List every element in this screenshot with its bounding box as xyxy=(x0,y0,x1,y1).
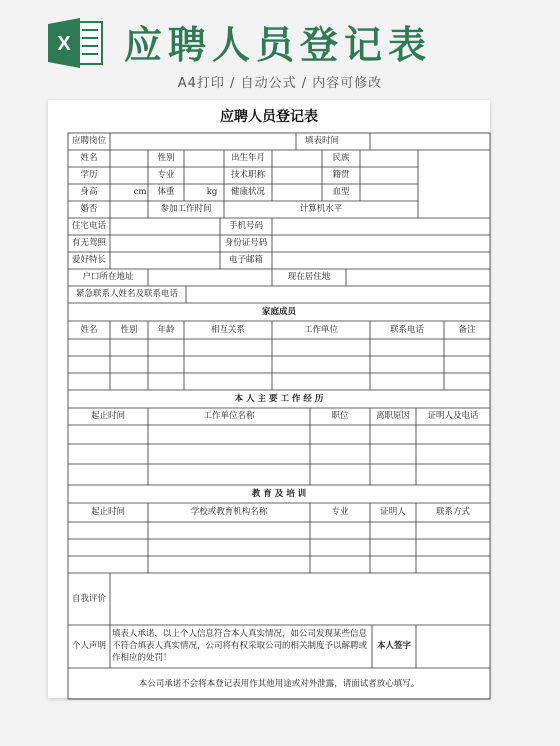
label-position: 应聘岗位 xyxy=(71,135,107,146)
page-subtitle: A4打印 / 自动公式 / 内容可修改 xyxy=(177,76,383,91)
label-health: 健康状况 xyxy=(230,186,266,197)
family-col-gender: 性别 xyxy=(120,324,138,335)
family-col-name: 姓名 xyxy=(80,324,98,335)
label-declaration: 个人声明 xyxy=(71,640,107,651)
edu-section-title: 教 育 及 培 训 xyxy=(251,488,307,499)
work-col-leave-reason: 离职原因 xyxy=(375,410,411,421)
label-emergency: 紧急联系人姓名及联系电话 xyxy=(75,288,179,299)
work-col-period: 起止时间 xyxy=(90,410,126,421)
label-driver-license: 有无驾照 xyxy=(71,237,107,248)
svg-text:X: X xyxy=(57,33,71,55)
label-fill-time: 填表时间 xyxy=(304,135,340,146)
edu-col-period: 起止时间 xyxy=(90,506,126,517)
family-col-relation: 相互关系 xyxy=(210,324,246,335)
label-title-rank: 技术职称 xyxy=(230,169,266,180)
label-signature: 本人签字 xyxy=(376,640,412,651)
label-work-start: 参加工作时间 xyxy=(160,203,212,214)
label-marital: 婚否 xyxy=(80,203,98,214)
family-col-age: 年龄 xyxy=(157,324,175,335)
edu-col-contact: 联系方式 xyxy=(435,506,471,517)
unit-cm: cm xyxy=(133,186,147,197)
declaration-text: 填表人承诺，以上个人信息符合本人真实情况，如公司发现某些信息不符合填表人真实情况，公司将有权采取公司的相关制度予以解聘或作相应的处罚！ xyxy=(112,629,368,663)
label-hobbies: 爱好特长 xyxy=(71,254,107,265)
edu-col-school: 学校或教育机构名称 xyxy=(190,506,268,517)
label-weight: 体重 xyxy=(157,186,175,197)
label-mobile: 手机号码 xyxy=(228,220,264,231)
label-self-eval: 自我评价 xyxy=(71,593,107,604)
edu-col-major: 专业 xyxy=(331,506,349,517)
work-col-reference: 证明人及电话 xyxy=(427,410,479,421)
edu-col-reference: 证明人 xyxy=(380,506,406,517)
family-col-employer: 工作单位 xyxy=(303,324,339,335)
label-id-number: 身份证号码 xyxy=(224,237,268,248)
label-native-place: 籍贯 xyxy=(332,169,350,180)
work-col-position: 职位 xyxy=(331,410,349,421)
label-hukou: 户口所在地址 xyxy=(82,271,134,282)
label-current-address: 现在居住地 xyxy=(287,271,331,282)
label-computer-level: 计算机水平 xyxy=(299,203,343,214)
form-title: 应聘人员登记表 xyxy=(220,109,318,125)
label-gender: 性别 xyxy=(157,152,175,163)
footer-note: 本公司承诺不会将本登记表用作其他用途或对外泄露，请面试者放心填写。 xyxy=(138,678,420,689)
family-col-phone: 联系电话 xyxy=(389,324,425,335)
label-education: 学历 xyxy=(80,169,98,180)
unit-kg: kg xyxy=(206,186,218,197)
label-home-phone: 住宅电话 xyxy=(71,220,107,231)
label-name: 姓名 xyxy=(80,152,98,163)
label-email: 电子邮箱 xyxy=(228,254,264,265)
label-blood-type: 血型 xyxy=(332,186,350,197)
label-ethnicity: 民族 xyxy=(332,152,350,163)
label-major: 专业 xyxy=(157,169,175,180)
work-col-company: 工作单位名称 xyxy=(203,410,255,421)
label-height: 身高 xyxy=(80,186,98,197)
family-section-title: 家庭成员 xyxy=(261,306,297,317)
page-title: 应聘人员登记表 xyxy=(124,22,433,67)
label-birth: 出生年月 xyxy=(230,152,266,163)
work-section-title: 本 人 主 要 工 作 经 历 xyxy=(234,393,324,404)
family-col-remark: 备注 xyxy=(458,324,476,335)
